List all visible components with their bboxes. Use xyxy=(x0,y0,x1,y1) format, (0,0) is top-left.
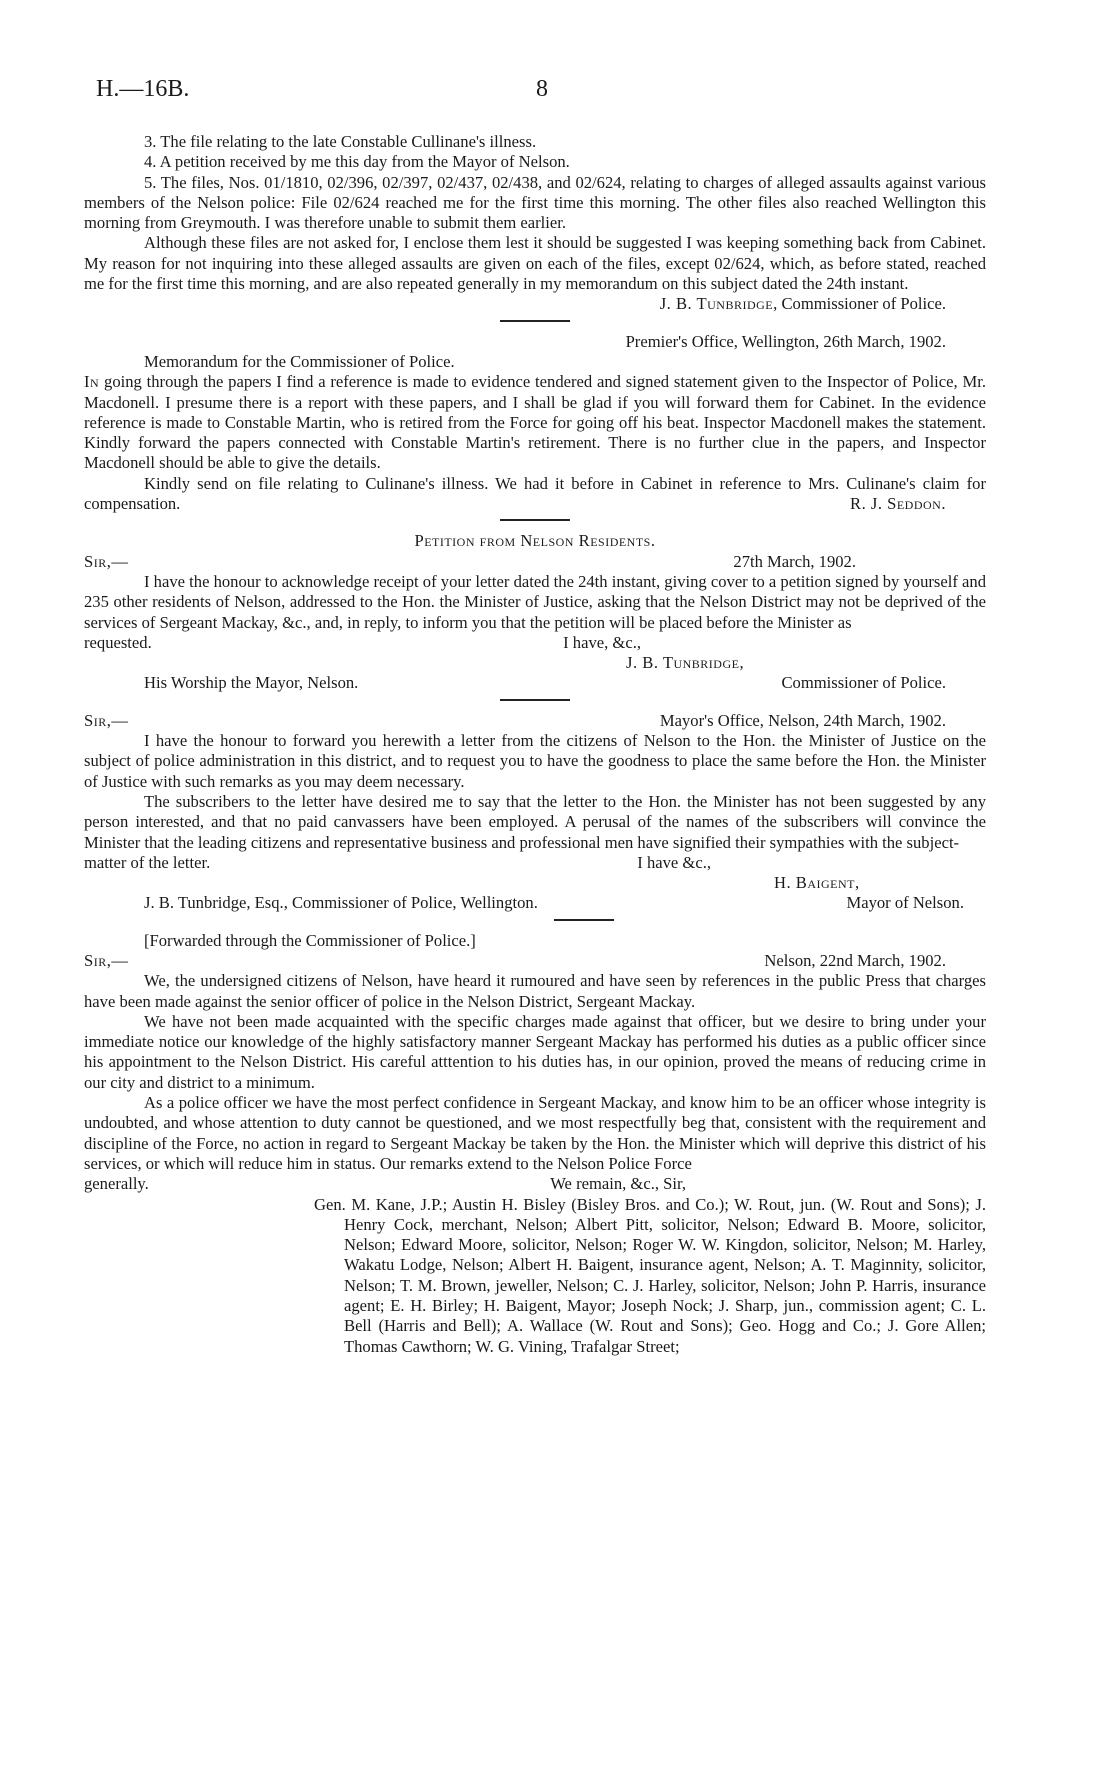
signature-name: H. Baigent, xyxy=(774,873,860,893)
closing: I have &c., xyxy=(637,852,711,872)
mayor-paragraph-end: matter of the letter. xyxy=(84,852,211,872)
addressee-row xyxy=(84,673,986,693)
signature-title: , Commissioner of Police. xyxy=(773,294,946,314)
enclosure-paragraph: Although these files are not asked for, I enclose them lest it should be suggested I was keeping something back from Cabinet. My reason for not inquiring into these alleged assaults are given on each of the files, except 02/624, which, as before stated, reached me for the first time this morning, and are also repeated generally in my memorandum on this subject dated the 24th instant. xyxy=(84,233,986,294)
section-divider xyxy=(500,699,570,701)
citizens-letter-paragraph-3: As a police officer we have the most perfect confidence in Sergeant Mackay, and know him to be an officer whose integrity is undoubted, and whose attention to duty cannot be questioned, and we most respectfully beg that, consistent with the requirement and discipline of the Force, no action in regard to Sergeant Mackay be taken by the Hon. the Minister which will deprive this district of his services, or which will reduce him in status. Our remarks extend to the Nelson Police Force xyxy=(84,1093,986,1173)
citizens-paragraph-end: generally. xyxy=(84,1174,149,1194)
citizens-dateline: Nelson, 22nd March, 1902. xyxy=(764,950,946,970)
memo-paragraph-2-text: Kindly send on file relating to Culinane's illness. We had it before in Cabinet in reference to Mrs. Culinane's claim for compensation. xyxy=(84,473,986,514)
memo-paragraph-1 xyxy=(84,372,986,473)
premier-dateline: Premier's Office, Wellington, 26th March, 1902. xyxy=(625,331,946,351)
signatories-list: Gen. M. Kane, J.P.; Austin H. Bisley (Bisley Bros. and Co.); W. Rout, jun. (W. Rout and Sons); J. Henry Cock, merchant, Nelson; Albert Pitt, solicitor, Nelson; Edward B. Moore, solicitor, Nelson; Edward Moore, solicitor, Nelson; Roger W. W. Kingdon, solicitor, Nelson; M. Harley, Wakatu Lodge, Nelson; Albert H. Baigent, insurance agent, Nelson; A. T. Maginnity, solicitor, Nelson; T. M. Brown, jeweller, Nelson; C. J. Harley, solicitor, Nelson; John P. Harris, insurance agent; E. H. Birley; H. Baigent, Mayor; Joseph Nock; J. Sharp, jun., commission agent; C. L. Bell (Harris and Bell); A. Wallace (W. Rout and Sons); Geo. Hogg and Co.; J. Gore Allen; Thomas Cawthorn; W. G. Vining, Trafalgar Street; xyxy=(314,1194,986,1356)
citizens-letter-paragraph-2: We have not been made acquainted with the specific charges made against that officer, but we desire to bring under your immediate notice our knowledge of the highly satisfactory manner Sergeant Mackay has performed his duties as a public officer since his appointment to the Nelson District. His careful atttention to his duties has, in our opinion, proved the means of reducing crime in our city and district to a minimum. xyxy=(84,1011,986,1092)
signature-title: Mayor of Nelson. xyxy=(846,893,964,913)
salutation: Sir,— xyxy=(84,710,129,730)
citizens-closing-row xyxy=(84,1174,986,1194)
document-code: H.—16B. xyxy=(96,76,190,102)
section-divider xyxy=(554,919,614,921)
memo-paragraph-2 xyxy=(84,474,986,515)
enclosure-item-4: 4. A petition received by me this day from the Mayor of Nelson. xyxy=(144,152,570,172)
mayor-letter-paragraph-1: I have the honour to forward you herewith a letter from the citizens of Nelson to the Hon. the Minister of Justice on the subject of police administration in this district, and to request you to have the goodness to place the same before the Hon. the Minister of Justice with such remarks as you may deem necessary. xyxy=(84,731,986,791)
mayor-dateline: Mayor's Office, Nelson, 24th March, 1902. xyxy=(659,710,946,730)
page-number: 8 xyxy=(536,76,548,102)
addressee-row xyxy=(84,893,986,913)
enclosure-item-5: 5. The files, Nos. 01/1810, 02/396, 02/397, 02/437, 02/438, and 02/624, relating to charges of alleged assaults against various members of the Nelson police: File 02/624 reached me for the first time this morning. The other files also reached Wellington this morning from Greymouth. I was therefore unable to submit them earlier. xyxy=(84,172,986,233)
forwarded-note: [Forwarded through the Commissioner of Police.] xyxy=(144,930,476,950)
signature-title: Commissioner of Police. xyxy=(781,673,946,693)
salutation: Sir,— xyxy=(84,551,129,571)
seddon-signature: R. J. Seddon. xyxy=(850,494,946,514)
petition-closing-row xyxy=(84,633,986,653)
mayor-closing-row xyxy=(84,853,986,873)
letter-date: 27th March, 1902. xyxy=(733,551,856,571)
letter-header xyxy=(84,951,986,971)
closing: I have, &c., xyxy=(563,632,641,652)
section-title: Petition from Nelson Residents. xyxy=(414,531,656,551)
petition-reply-body: I have the honour to acknowledge receipt of your letter dated the 24th instant, giving cover to a petition signed by yourself and 235 other residents of Nelson, addressed to the Hon. the Minister of Justice, asking that the Nelson District may not be deprived of the services of Sergeant Mackay, &c., and, in reply, to inform you that the petition will be placed before the Minister as xyxy=(84,571,986,632)
closing: We remain, &c., Sir, xyxy=(550,1174,686,1194)
addressee: His Worship the Mayor, Nelson. xyxy=(144,673,359,693)
commissioner-signature xyxy=(84,294,986,314)
enclosure-item-3: 3. The file relating to the late Constable Cullinane's illness. xyxy=(144,132,537,151)
mayor-letter-paragraph-2: The subscribers to the letter have desired me to say that the letter to the Hon. the Minister has not been suggested by any person interested, and that no paid canvassers have been employed. A perusal of the names of the subscribers will convince the Minister that the leading citizens and representative business and professional men have signified their sympathies with the subject- xyxy=(84,791,986,852)
salutation: Sir,— xyxy=(84,950,129,970)
page-body xyxy=(84,132,986,1357)
signature-name: J. B. Tunbridge xyxy=(659,294,774,314)
letter-header xyxy=(84,711,986,731)
section-divider xyxy=(500,519,570,521)
addressee: J. B. Tunbridge, Esq., Commissioner of Police, Wellington. xyxy=(144,893,538,913)
memo-lead-word: In xyxy=(84,372,100,392)
memo-paragraph-1-text: going through the papers I find a reference is made to evidence tendered and signed statement given to the Inspector of Police, Mr. Macdonell. I presume there is a report with these papers, and I shall be glad if you will forward them for Cabinet. In the evidence reference is made to Constable Martin, who is retired from the Force for going off his beat. Inspector Macdonell makes the statement. Kindly forward the papers connected with Constable Martin's retirement. There is no further clue in the papers, and Inspector Macdonell should be able to give the details. xyxy=(84,372,986,473)
memo-heading: Memorandum for the Commissioner of Police. xyxy=(144,351,455,371)
letter-header xyxy=(84,552,986,572)
signature-name: J. B. Tunbridge, xyxy=(626,653,745,673)
section-divider xyxy=(500,320,570,322)
citizens-letter-paragraph-1: We, the undersigned citizens of Nelson, have heard it rumoured and have seen by references in the public Press that charges have been made against the senior officer of police in the Nelson District, Sergeant Mackay. xyxy=(84,971,986,1011)
petition-body-end: requested. xyxy=(84,632,152,652)
